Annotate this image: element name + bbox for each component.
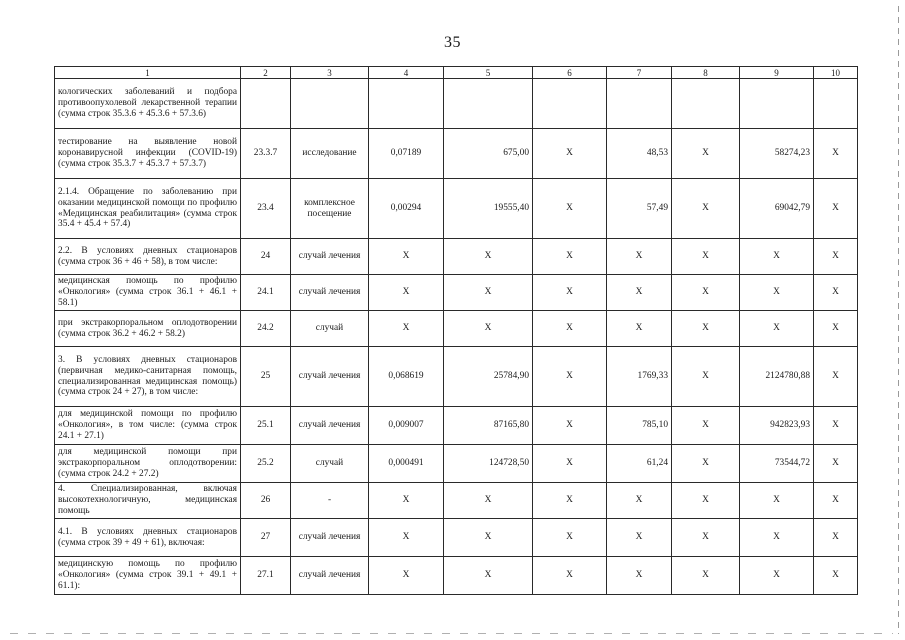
header-row (55, 67, 858, 79)
value-cell: 0,009007 (369, 407, 444, 445)
value-cell: X (369, 239, 444, 275)
table-row (55, 519, 858, 557)
row-name: медицинскую помощь по профилю «Онкология» (сумма строк 39.1 + 49.1 + 61.1): (55, 557, 241, 595)
value-cell: X (607, 557, 672, 595)
value-cell: X (607, 239, 672, 275)
unit: случай лечения (291, 347, 369, 407)
unit: случай лечения (291, 407, 369, 445)
value-cell: 942823,93 (740, 407, 814, 445)
value-cell: X (607, 483, 672, 519)
value-cell: X (814, 407, 858, 445)
row-name: медицинская помощь по профилю «Онкология» (сумма строк 36.1 + 46.1 + 58.1) (55, 275, 241, 311)
value-cell: X (369, 275, 444, 311)
table-row (55, 275, 858, 311)
value-cell: X (533, 445, 607, 483)
line-number: 27 (241, 519, 291, 557)
value-cell: 73544,72 (740, 445, 814, 483)
unit: комплексное посещение (291, 179, 369, 239)
value-cell: X (672, 311, 740, 347)
value-cell (814, 79, 858, 129)
table-row (55, 483, 858, 519)
row-name: тестирование на выявление новой коронавирусной инфекции (COVID-19) (сумма строк 35.3.7 + 45.3.7 + 57.3.7) (55, 129, 241, 179)
row-name: 2.1.4. Обращение по заболеванию при оказании медицинской помощи по профилю «Медицинская реабилитация» (сумма строк 35.4 + 45.4 + 57.4) (55, 179, 241, 239)
value-cell: X (533, 275, 607, 311)
value-cell: X (533, 239, 607, 275)
line-number: 23.3.7 (241, 129, 291, 179)
value-cell: X (444, 239, 533, 275)
value-cell (533, 79, 607, 129)
value-cell: 87165,80 (444, 407, 533, 445)
value-cell: X (369, 519, 444, 557)
value-cell: X (607, 275, 672, 311)
row-name: при экстракорпоральном оплодотворении (сумма строк 36.2 + 46.2 + 58.2) (55, 311, 241, 347)
value-cell: X (444, 519, 533, 557)
line-number: 27.1 (241, 557, 291, 595)
value-cell: 19555,40 (444, 179, 533, 239)
scan-edge-right (898, 6, 899, 634)
column-header: 4 (369, 67, 444, 79)
unit: - (291, 483, 369, 519)
unit: исследование (291, 129, 369, 179)
value-cell: X (533, 557, 607, 595)
line-number (241, 79, 291, 129)
value-cell: X (607, 519, 672, 557)
value-cell: X (607, 311, 672, 347)
value-cell: X (814, 445, 858, 483)
unit: случай (291, 311, 369, 347)
value-cell: X (814, 239, 858, 275)
table-row (55, 129, 858, 179)
value-cell: X (814, 347, 858, 407)
unit: случай (291, 445, 369, 483)
line-number: 24.2 (241, 311, 291, 347)
table-row (55, 239, 858, 275)
value-cell: 61,24 (607, 445, 672, 483)
table-row (55, 347, 858, 407)
value-cell: 1769,33 (607, 347, 672, 407)
value-cell: X (740, 519, 814, 557)
column-header: 1 (55, 67, 241, 79)
value-cell: X (533, 519, 607, 557)
value-cell: 0,068619 (369, 347, 444, 407)
value-cell: X (369, 483, 444, 519)
value-cell: X (672, 557, 740, 595)
value-cell: X (672, 445, 740, 483)
value-cell: X (740, 483, 814, 519)
value-cell: X (814, 483, 858, 519)
value-cell: X (533, 407, 607, 445)
value-cell: 57,49 (607, 179, 672, 239)
value-cell: X (814, 275, 858, 311)
value-cell: X (740, 557, 814, 595)
column-header: 9 (740, 67, 814, 79)
value-cell: X (672, 519, 740, 557)
column-header: 6 (533, 67, 607, 79)
row-name: 4.1. В условиях дневных стационаров (сумма строк 39 + 49 + 61), включая: (55, 519, 241, 557)
value-cell: 2124780,88 (740, 347, 814, 407)
value-cell (369, 79, 444, 129)
value-cell: X (533, 179, 607, 239)
value-cell: X (533, 483, 607, 519)
value-cell: X (533, 311, 607, 347)
value-cell: X (814, 557, 858, 595)
unit: случай лечения (291, 519, 369, 557)
column-header: 5 (444, 67, 533, 79)
value-cell: X (740, 311, 814, 347)
row-name: кологических заболеваний и подбора противоопухолевой лекарственной терапии (сумма строк 35.3.6 + 45.3.6 + 57.3.6) (55, 79, 241, 129)
table-row (55, 445, 858, 483)
table-row (55, 179, 858, 239)
value-cell: X (672, 407, 740, 445)
value-cell: 675,00 (444, 129, 533, 179)
value-cell: X (444, 275, 533, 311)
line-number: 25 (241, 347, 291, 407)
value-cell: X (672, 239, 740, 275)
value-cell: X (444, 311, 533, 347)
row-name: 2.2. В условиях дневных стационаров (сумма строк 36 + 46 + 58), в том числе: (55, 239, 241, 275)
table-row (55, 79, 858, 129)
column-header: 3 (291, 67, 369, 79)
line-number: 24.1 (241, 275, 291, 311)
value-cell: X (740, 239, 814, 275)
value-cell (607, 79, 672, 129)
value-cell: 124728,50 (444, 445, 533, 483)
value-cell: X (672, 129, 740, 179)
scan-edge-bottom (10, 633, 893, 634)
value-cell: 69042,79 (740, 179, 814, 239)
financing-table (54, 66, 858, 595)
line-number: 25.1 (241, 407, 291, 445)
value-cell: 0,07189 (369, 129, 444, 179)
column-header: 10 (814, 67, 858, 79)
table-row (55, 311, 858, 347)
value-cell (444, 79, 533, 129)
line-number: 23.4 (241, 179, 291, 239)
column-header: 2 (241, 67, 291, 79)
value-cell: X (740, 275, 814, 311)
page-number: 35 (444, 34, 461, 51)
value-cell: 0,00294 (369, 179, 444, 239)
value-cell: X (444, 557, 533, 595)
value-cell: X (444, 483, 533, 519)
unit: случай лечения (291, 239, 369, 275)
value-cell: 58274,23 (740, 129, 814, 179)
unit: случай лечения (291, 275, 369, 311)
row-name: 4. Специализированная, включая высокотехнологичную, медицинская помощь (55, 483, 241, 519)
line-number: 25.2 (241, 445, 291, 483)
unit (291, 79, 369, 129)
column-header: 8 (672, 67, 740, 79)
value-cell: 0,000491 (369, 445, 444, 483)
value-cell: X (533, 129, 607, 179)
line-number: 24 (241, 239, 291, 275)
row-name: для медицинской помощи при экстракорпоральном оплодотворении: (сумма строк 24.2 + 27.2) (55, 445, 241, 483)
value-cell: 48,53 (607, 129, 672, 179)
value-cell: X (533, 347, 607, 407)
line-number: 26 (241, 483, 291, 519)
value-cell (740, 79, 814, 129)
value-cell: X (814, 519, 858, 557)
row-name: 3. В условиях дневных стационаров (первичная медико-санитарная помощь, специализированная медицинская помощь) (сумма строк 24 + 27), в том числе: (55, 347, 241, 407)
value-cell: X (814, 179, 858, 239)
value-cell (672, 79, 740, 129)
value-cell: X (369, 311, 444, 347)
row-name: для медицинской помощи по профилю «Онкология», в том числе: (сумма строк 24.1 + 27.1) (55, 407, 241, 445)
value-cell: 785,10 (607, 407, 672, 445)
value-cell: X (814, 311, 858, 347)
value-cell: X (672, 179, 740, 239)
value-cell: X (672, 483, 740, 519)
value-cell: X (814, 129, 858, 179)
unit: случай лечения (291, 557, 369, 595)
table-row (55, 557, 858, 595)
value-cell: X (369, 557, 444, 595)
column-header: 7 (607, 67, 672, 79)
table-row (55, 407, 858, 445)
value-cell: X (672, 275, 740, 311)
value-cell: 25784,90 (444, 347, 533, 407)
value-cell: X (672, 347, 740, 407)
